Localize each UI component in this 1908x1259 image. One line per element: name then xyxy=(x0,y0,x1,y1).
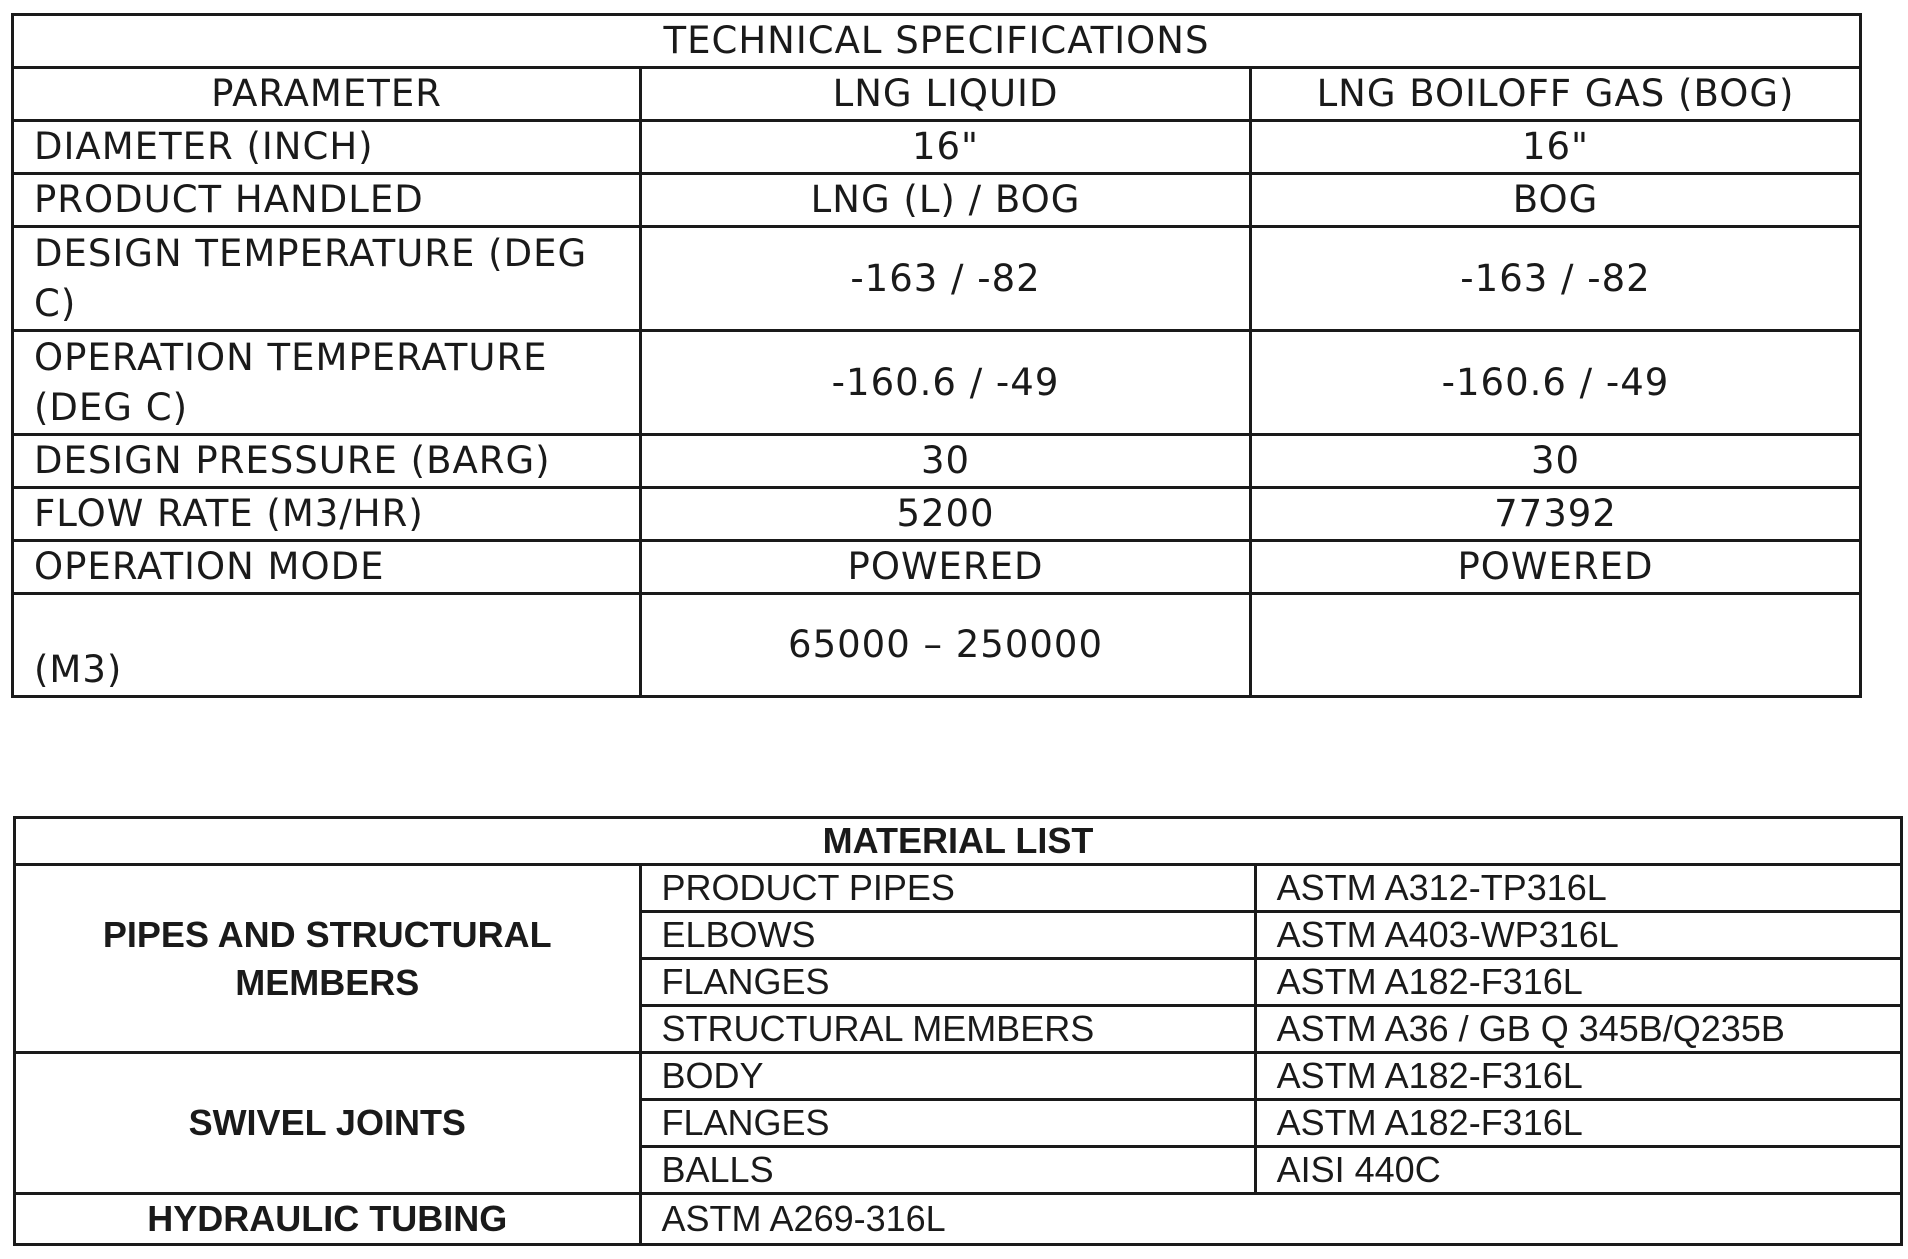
material-item: BODY xyxy=(640,1053,1255,1100)
material-item: PRODUCT PIPES xyxy=(640,865,1255,912)
material-spec: ASTM A269-316L xyxy=(640,1194,1901,1245)
material-list-table xyxy=(13,816,1903,1246)
tech-title-row xyxy=(13,15,1861,68)
material-spec: ASTM A36 / GB Q 345B/Q235B xyxy=(1255,1006,1901,1053)
liquid-value: POWERED xyxy=(641,541,1251,594)
liquid-value: 5200 xyxy=(641,488,1251,541)
table-row xyxy=(15,1053,1902,1100)
table-row xyxy=(13,541,1861,594)
material-spec: ASTM A182-F316L xyxy=(1255,1053,1901,1100)
bog-value: 30 xyxy=(1251,435,1861,488)
material-item: STRUCTURAL MEMBERS xyxy=(640,1006,1255,1053)
table-row xyxy=(13,594,1861,697)
group-label-pipes: PIPES AND STRUCTURAL MEMBERS xyxy=(15,865,641,1053)
bog-value: 77392 xyxy=(1251,488,1861,541)
param-label: (M3) xyxy=(13,594,641,697)
material-title-row xyxy=(15,818,1902,865)
bog-value xyxy=(1251,594,1861,697)
tech-header-row xyxy=(13,68,1861,121)
group-label-swivel-joints: SWIVEL JOINTS xyxy=(15,1053,641,1194)
material-item: FLANGES xyxy=(640,1100,1255,1147)
table-row xyxy=(13,331,1861,435)
bog-value: -160.6 / -49 xyxy=(1251,331,1861,435)
header-lng-bog: LNG BOILOFF GAS (BOG) xyxy=(1251,68,1861,121)
param-label: OPERATION TEMPERATURE (DEG C) xyxy=(13,331,641,435)
liquid-value: LNG (L) / BOG xyxy=(641,174,1251,227)
liquid-value: -160.6 / -49 xyxy=(641,331,1251,435)
param-label: DESIGN PRESSURE (BARG) xyxy=(13,435,641,488)
liquid-value: 65000 – 250000 xyxy=(641,594,1251,697)
material-spec: ASTM A403-WP316L xyxy=(1255,912,1901,959)
table-row xyxy=(13,121,1861,174)
material-spec: AISI 440C xyxy=(1255,1147,1901,1194)
material-item: ELBOWS xyxy=(640,912,1255,959)
header-lng-liquid: LNG LIQUID xyxy=(641,68,1251,121)
group-label-hydraulic-tubing: HYDRAULIC TUBING xyxy=(15,1194,641,1245)
technical-specifications-table xyxy=(11,13,1862,698)
param-label: DIAMETER (INCH) xyxy=(13,121,641,174)
material-spec: ASTM A312-TP316L xyxy=(1255,865,1901,912)
material-spec: ASTM A182-F316L xyxy=(1255,1100,1901,1147)
table-row xyxy=(13,435,1861,488)
param-label: FLOW RATE (M3/HR) xyxy=(13,488,641,541)
material-spec: ASTM A182-F316L xyxy=(1255,959,1901,1006)
header-parameter: PARAMETER xyxy=(13,68,641,121)
bog-value: BOG xyxy=(1251,174,1861,227)
bog-value: POWERED xyxy=(1251,541,1861,594)
bog-value: 16" xyxy=(1251,121,1861,174)
table-row xyxy=(15,1194,1902,1245)
material-item: FLANGES xyxy=(640,959,1255,1006)
tech-specs-title: TECHNICAL SPECIFICATIONS xyxy=(13,15,1861,68)
liquid-value: 30 xyxy=(641,435,1251,488)
liquid-value: 16" xyxy=(641,121,1251,174)
liquid-value: -163 / -82 xyxy=(641,227,1251,331)
param-label: DESIGN TEMPERATURE (DEG C) xyxy=(13,227,641,331)
material-item: BALLS xyxy=(640,1147,1255,1194)
table-row xyxy=(13,488,1861,541)
bog-value: -163 / -82 xyxy=(1251,227,1861,331)
table-row xyxy=(15,865,1902,912)
param-label: PRODUCT HANDLED xyxy=(13,174,641,227)
param-label: OPERATION MODE xyxy=(13,541,641,594)
table-row xyxy=(13,174,1861,227)
material-list-title: MATERIAL LIST xyxy=(15,818,1902,865)
table-row xyxy=(13,227,1861,331)
